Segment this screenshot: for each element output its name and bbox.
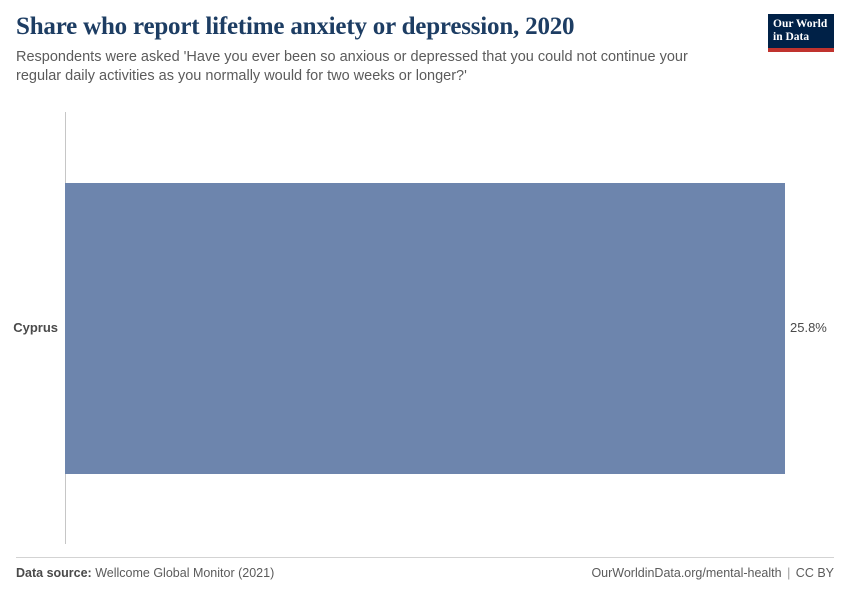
data-source-label: Data source: — [16, 566, 92, 580]
owid-logo-line1: Our World — [773, 18, 828, 30]
data-source-value: Wellcome Global Monitor (2021) — [95, 566, 275, 580]
plot-area — [0, 108, 850, 548]
footer-separator: | — [787, 566, 791, 580]
page-title: Share who report lifetime anxiety or depression, 2020 — [16, 13, 575, 40]
chart-footer — [16, 566, 834, 586]
bar-category-label: Cyprus — [13, 320, 58, 335]
license-link[interactable]: CC BY — [795, 566, 834, 580]
owid-logo[interactable] — [768, 14, 834, 52]
bar-cyprus[interactable] — [65, 183, 785, 474]
site-link[interactable]: OurWorldinData.org/mental-health — [591, 566, 782, 580]
footer-divider — [16, 557, 834, 558]
bar-value-label: 25.8% — [790, 320, 827, 335]
data-source — [16, 566, 274, 580]
footer-attribution — [591, 566, 834, 580]
chart-header — [16, 12, 834, 86]
owid-logo-line2: in Data — [773, 30, 810, 43]
chart-subtitle: Respondents were asked 'Have you ever been so anxious or depressed that you could not continue your regular daily activities as you normally would for two weeks or longer?' — [16, 49, 688, 84]
